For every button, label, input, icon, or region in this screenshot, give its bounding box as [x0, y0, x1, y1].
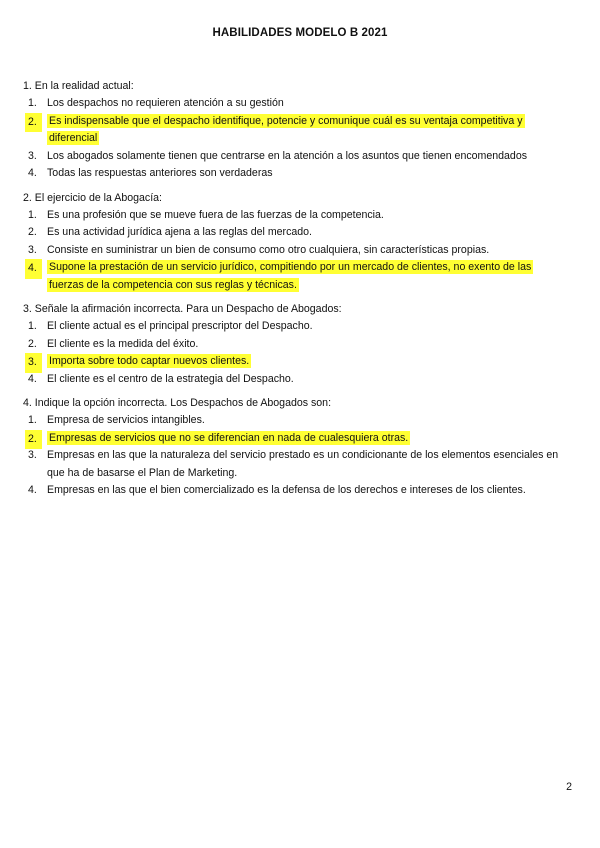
- option-number: 3.: [28, 149, 37, 162]
- option-number: 4.: [25, 259, 42, 279]
- question-3: [23, 301, 563, 388]
- question-stem: 4. Indique la opción incorrecta. Los Despachos de Abogados son:: [23, 397, 332, 409]
- option-text: Los despachos no requieren atención a su gestión: [47, 97, 284, 109]
- option-number: 1.: [28, 97, 37, 109]
- option-text: Empresas de servicios que no se diferencian en nada de cualesquiera otras.: [49, 431, 409, 444]
- option-text: El cliente es el centro de la estrategia del Despacho.: [47, 372, 294, 385]
- option-text: El cliente actual es el principal prescriptor del Despacho.: [47, 320, 313, 332]
- option-list: [23, 95, 563, 183]
- option-item: [25, 336, 563, 354]
- question-stem: 3. Señale la afirmación incorrecta. Para un Despacho de Abogados:: [23, 303, 342, 315]
- question-stem: 1. En la realidad actual:: [23, 80, 134, 92]
- option-text: Empresas en las que el bien comercializado es la defensa de los derechos e intereses de los clientes.: [47, 484, 526, 496]
- question-4: [23, 395, 563, 500]
- option-item: [25, 482, 563, 500]
- option-item: [25, 447, 563, 482]
- option-item: [25, 259, 563, 294]
- option-item: [25, 430, 563, 448]
- option-item: [25, 242, 563, 260]
- option-text: Consiste en suministrar un bien de consumo como otro cualquiera, sin características propias.: [47, 243, 490, 256]
- option-number: 2.: [28, 226, 37, 238]
- option-item: [25, 412, 563, 430]
- question-1: [23, 78, 563, 183]
- question-stem: 2. El ejercicio de la Abogacía:: [23, 191, 162, 204]
- option-text: Es una profesión que se mueve fuera de las fuerzas de la competencia.: [47, 208, 384, 221]
- option-item: [25, 165, 563, 183]
- option-item: [25, 353, 563, 371]
- option-text: Es indispensable que el despacho identifique, potencie y comunique cuál es su ventaja competitiva y diferencial: [49, 114, 523, 144]
- option-number: 3.: [28, 243, 37, 256]
- option-number: 3.: [28, 449, 37, 461]
- option-text: Importa sobre todo captar nuevos clientes.: [49, 355, 250, 367]
- option-text: Todas las respuestas anteriores son verdaderas: [47, 167, 273, 179]
- option-number: 2.: [28, 337, 37, 350]
- page-number: 2: [566, 781, 572, 793]
- question-2: [23, 190, 563, 295]
- option-number: 4.: [28, 372, 37, 385]
- option-number: 1.: [28, 414, 37, 426]
- document-title: HABILIDADES MODELO B 2021: [212, 27, 388, 39]
- option-number: 4.: [28, 167, 37, 179]
- option-item: [25, 371, 563, 389]
- option-item: [25, 148, 563, 166]
- option-text: Empresas en las que la naturaleza del servicio prestado es un condicionante de los elementos esenciales en que ha de basarse el Plan de Marketing.: [47, 449, 559, 479]
- option-text: Supone la prestación de un servicio jurídico, compitiendo por un mercado de clientes, no exento de las fuerzas de la competencia con sus reglas y técnicas.: [49, 261, 532, 291]
- option-text: El cliente es la medida del éxito.: [47, 337, 199, 350]
- option-number: 2.: [25, 113, 42, 133]
- option-text: Es una actividad jurídica ajena a las reglas del mercado.: [47, 226, 312, 238]
- option-item: [25, 207, 563, 225]
- option-item: [25, 224, 563, 242]
- option-item: [25, 95, 563, 113]
- option-number: 2.: [25, 430, 42, 450]
- option-number: 1.: [28, 320, 37, 332]
- option-text: Empresa de servicios intangibles.: [47, 414, 205, 426]
- option-number: 1.: [28, 208, 37, 221]
- option-number: 3.: [25, 353, 42, 373]
- option-list: [23, 412, 563, 500]
- option-number: 4.: [28, 484, 37, 496]
- option-list: [23, 318, 563, 388]
- question-list: [23, 78, 563, 507]
- option-list: [23, 207, 563, 295]
- option-text: Los abogados solamente tienen que centrarse en la atención a los asuntos que tienen encomendados: [47, 149, 528, 162]
- option-item: [25, 318, 563, 336]
- option-item: [25, 113, 563, 148]
